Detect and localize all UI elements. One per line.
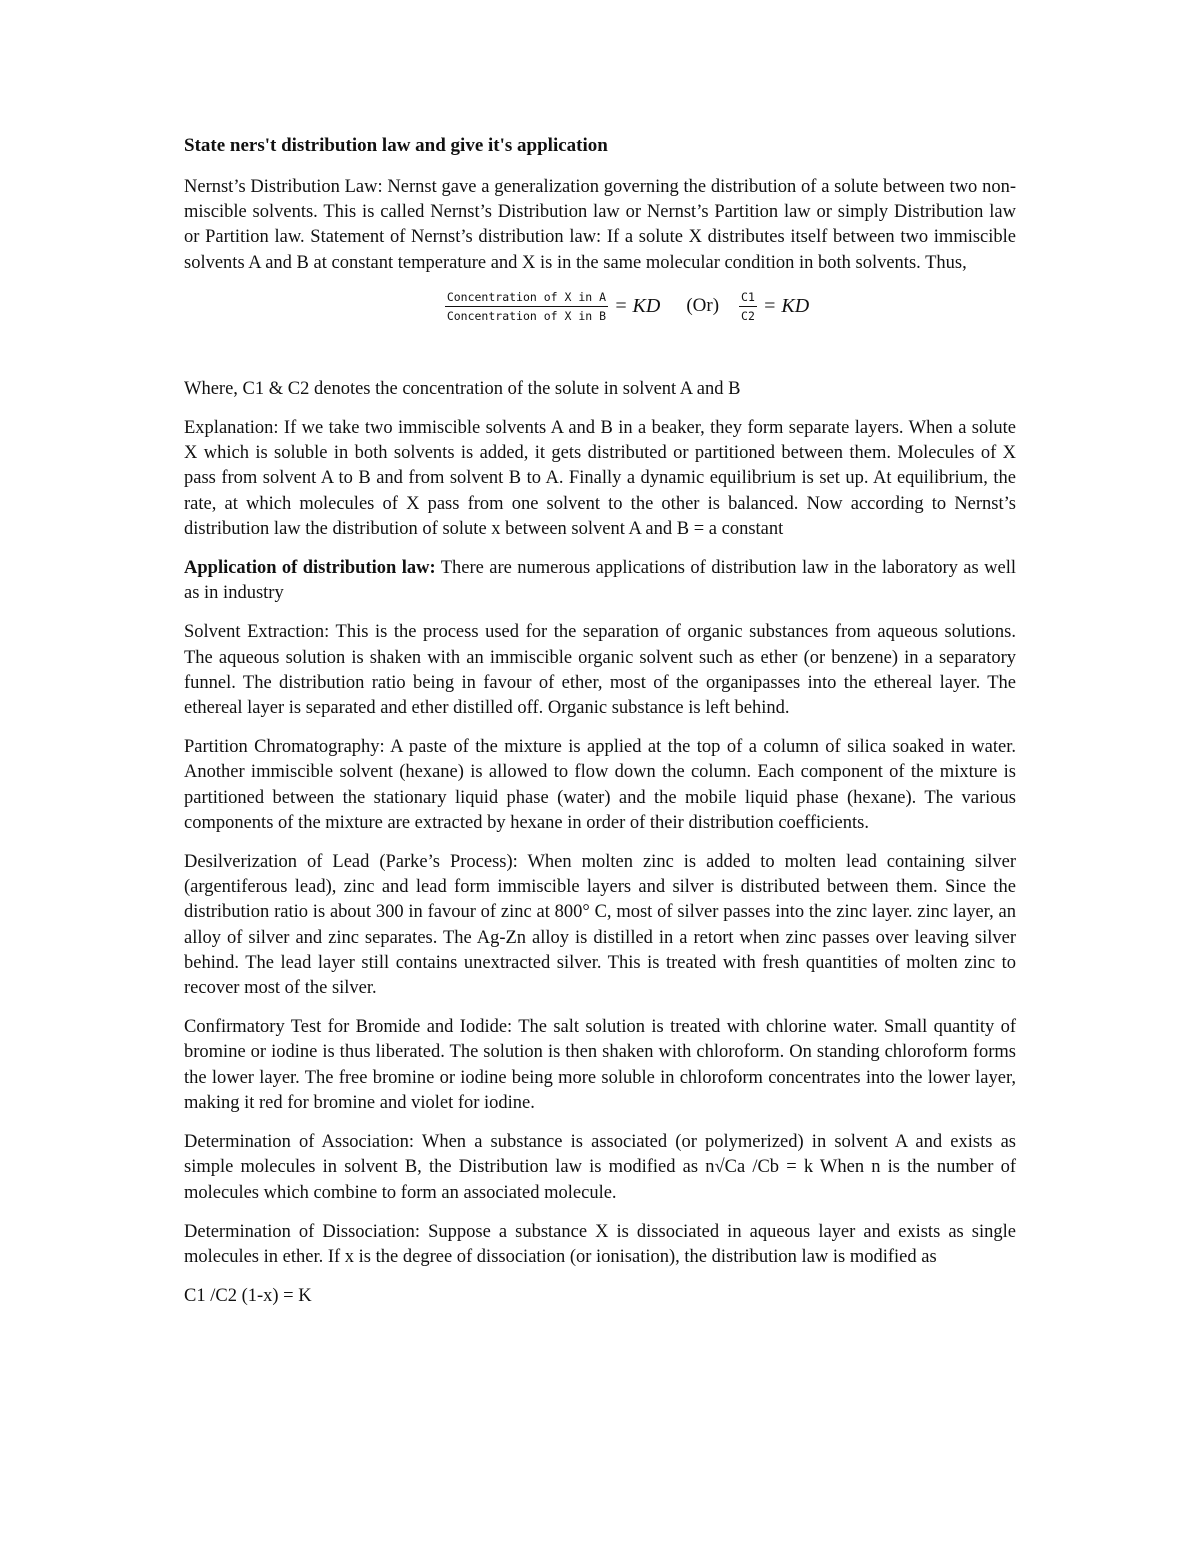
c-ratio-fraction [739, 290, 757, 323]
solvent-extraction-paragraph: Solvent Extraction: This is the process used for the separation of organic substances from aqueous solutions. The aqueous solution is shaken with an immiscible organic solvent such as ether (or benzene) in a separatory funnel. The distribution ratio being in favour of ether, most of the organipasses into the ethereal layer. The ethereal layer is separated and ether distilled off. Organic substance is left behind. [184, 622, 1016, 719]
concentration-fraction [445, 290, 608, 323]
where-paragraph: Where, C1 & C2 denotes the concentration of the solute in solvent A and B [184, 378, 741, 399]
equals-kd: = KD [614, 294, 661, 317]
application-heading: Application of distribution law: [184, 558, 436, 579]
dissociation-paragraph: Determination of Dissociation: Suppose a substance X is dissociated in aqueous layer and exists as single molecules in ether. If x is the degree of dissociation (or ionisation), the distribution law is modified as [184, 1221, 1016, 1267]
distribution-equation [184, 290, 1016, 323]
partition-chromatography-paragraph: Partition Chromatography: A paste of the mixture is applied at the top of a column of silica soaked in water. Another immiscible solvent (hexane) is allowed to flow down the column. Each component of the mixture is partitioned between the stationary liquid phase (water) and the mobile liquid phase (hexane). The various components of the mixture are extracted by hexane in order of their distribution coefficients. [184, 737, 1016, 833]
application-text: There are numerous applications of distribution law in the laboratory as well as in industry [184, 558, 1016, 604]
application-paragraph [184, 556, 1016, 606]
confirmatory-test-paragraph: Confirmatory Test for Bromide and Iodide: The salt solution is treated with chlorine water. Small quantity of bromine or iodine is thus liberated. The solution is then shaken with chloroform. On standing chloroform forms the lower layer. The free bromine or iodine being more soluble in chloroform concentrates into the lower layer, making it red for bromine and violet for iodine. [184, 1017, 1016, 1113]
desilverization-paragraph: Desilverization of Lead (Parke’s Process): When molten zinc is added to molten lead containing silver (argentiferous lead), zinc and lead form immiscible layers and silver is distributed between them. Since the distribution ratio is about 300 in favour of zinc at 800° C, most of silver passes into the zinc layer. zinc layer, an alloy of silver and zinc separates. The Ag-Zn alloy is distilled in a retort when zinc passes over leaving silver behind. The lead layer still contains unextracted silver. This is treated with fresh quantities of molten zinc to recover most of the silver. [184, 852, 1016, 999]
or-text: (Or) [686, 295, 720, 317]
intro-paragraph: Nernst’s Distribution Law: Nernst gave a generalization governing the distribution of a solute between two non-miscible solvents. This is called Nernst’s Distribution law or Nernst’s Partition law or simply Distribution law or Partition law. Statement of Nernst’s distribution law: If a solute X distributes itself between two immiscible solvents A and B at constant temperature and X is in the same molecular condition in both solvents. Thus, [184, 177, 1016, 273]
c2-denominator: C2 [739, 306, 757, 323]
c1-numerator: C1 [741, 289, 755, 304]
association-paragraph: Determination of Association: When a substance is associated (or polymerized) in solvent A and exists as simple molecules in solvent B, the Distribution law is modified as n√Ca /Cb = k When n is the number of molecules which combine to form an associated molecule. [184, 1132, 1016, 1203]
equals-kd-2: = KD [762, 294, 810, 317]
final-formula: C1 /C2 (1-x) = K [184, 1286, 312, 1307]
document-title: State ners't distribution law and give it's application [184, 135, 608, 156]
explanation-paragraph: Explanation: If we take two immiscible solvents A and B in a beaker, they form separate layers. When a solute X which is soluble in both solvents is added, it gets distributed or partitioned between them. Molecules of X pass from solvent A to B and from solvent B to A. Finally a dynamic equilibrium is set up. At equilibrium, the rate, at which molecules of X pass from one solvent to the other is balanced. Now according to Nernst’s distribution law the distribution of solute x between solvent A and B = a constant [184, 418, 1016, 539]
fraction-numerator: Concentration of X in A [446, 289, 607, 304]
fraction-denominator: Concentration of X in B [445, 306, 608, 323]
